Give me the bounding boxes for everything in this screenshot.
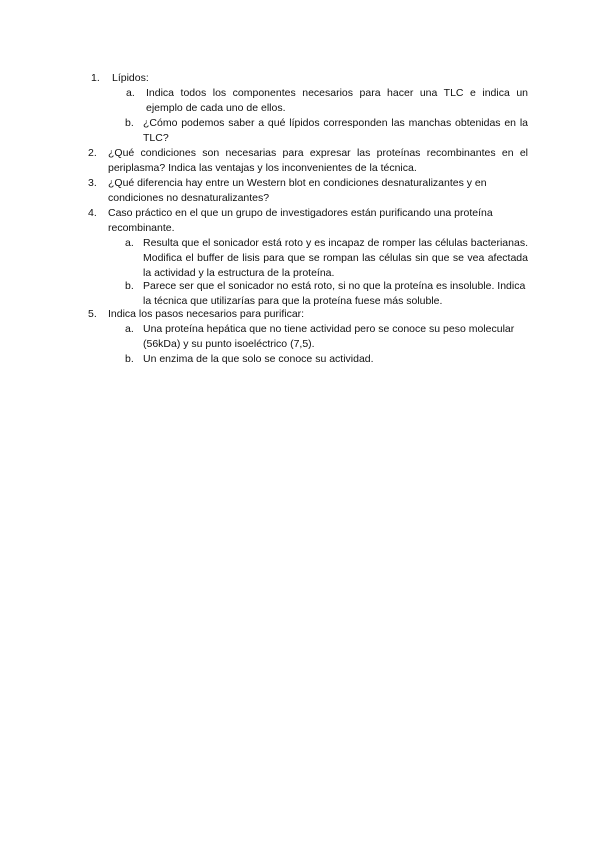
item-text: Un enzima de la que solo se conoce su actividad.: [143, 353, 374, 365]
question-4: [88, 206, 528, 236]
item-letter: b.: [125, 353, 134, 365]
question-number: 1.: [91, 72, 100, 84]
question-text: Indica los pasos necesarios para purificar:: [108, 308, 305, 320]
question-text: Lípidos:: [112, 72, 149, 84]
question-4-item-b: [125, 279, 528, 309]
question-text: ¿Qué diferencia hay entre un Western blot en condiciones desnaturalizantes y en condiciones no desnaturalizantes?: [108, 177, 487, 204]
question-text: ¿Qué condiciones son necesarias para expresar las proteínas recombinantes en el periplasma? Indica las ventajas y los inconvenientes de la técnica.: [108, 147, 528, 174]
question-text: Caso práctico en el que un grupo de investigadores están purificando una proteína recombinante.: [108, 207, 493, 234]
question-number: 4.: [88, 207, 97, 219]
question-number: 2.: [88, 147, 97, 159]
item-letter: a.: [126, 87, 135, 99]
question-number: 5.: [88, 308, 97, 320]
question-5-item-a: [125, 322, 528, 352]
item-letter: b.: [125, 117, 134, 129]
question-2: [88, 146, 528, 176]
item-letter: a.: [125, 323, 134, 335]
item-text: Parece ser que el sonicador no está roto, si no que la proteína es insoluble. Indica la técnica que utilizarías para que la proteína fuese más soluble.: [143, 280, 526, 307]
question-1: [91, 71, 528, 86]
question-5-item-b: [125, 352, 528, 367]
question-1-item-a: [126, 86, 528, 116]
item-text: Resulta que el sonicador está roto y es incapaz de romper las células bacterianas. Modifica el buffer de lisis para que se rompan las células sin que se vea afectada la actividad y la estructura de la proteína.: [143, 237, 528, 279]
question-3: [88, 176, 528, 206]
item-text: Una proteína hepática que no tiene actividad pero se conoce su peso molecular (56kDa) y su punto isoeléctrico (7,5).: [143, 323, 515, 350]
question-number: 3.: [88, 177, 97, 189]
question-1-item-b: [125, 116, 528, 146]
item-letter: a.: [125, 237, 134, 249]
question-4-item-a: [125, 236, 528, 281]
item-letter: b.: [125, 280, 134, 292]
item-text: ¿Cómo podemos saber a qué lípidos corresponden las manchas obtenidas en la TLC?: [143, 117, 528, 144]
question-5: [88, 307, 528, 322]
item-text: Indica todos los componentes necesarios para hacer una TLC e indica un ejemplo de cada uno de ellos.: [146, 87, 528, 114]
